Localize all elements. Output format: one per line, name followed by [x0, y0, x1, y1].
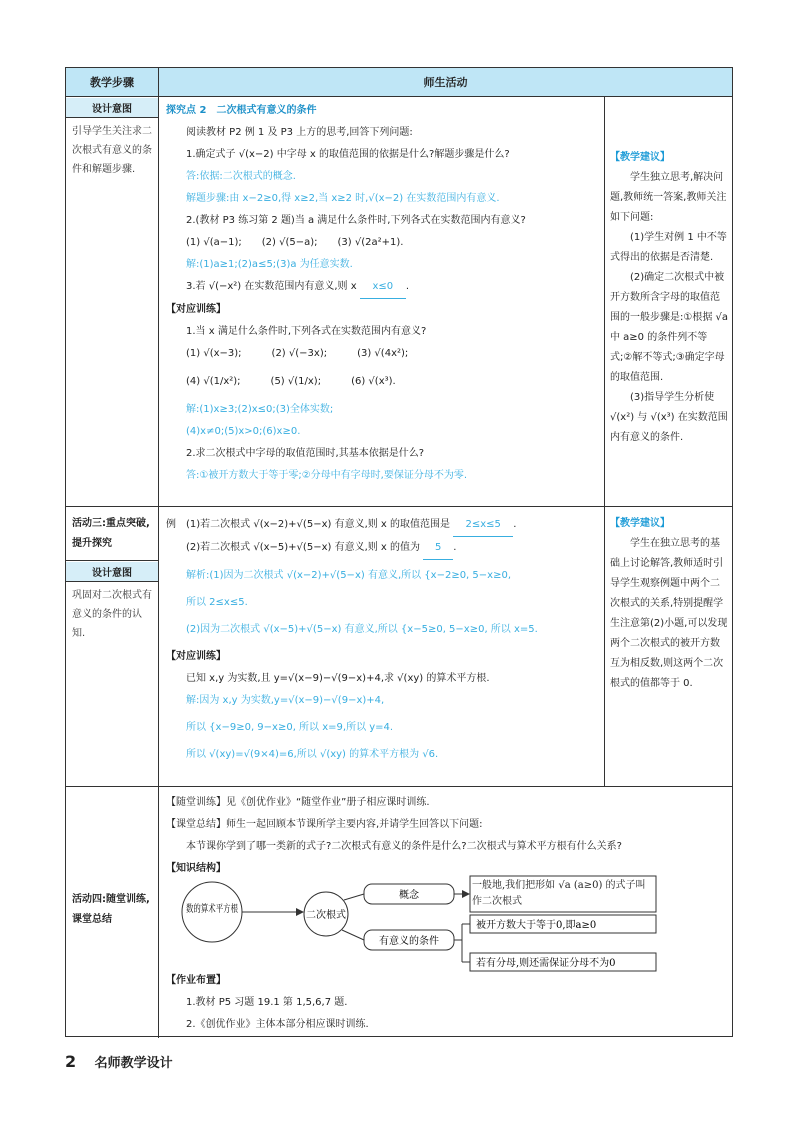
design-intent-head: 设计意图: [66, 98, 158, 118]
text-line: 本节课你学到了哪一类新的式子?二次根式有意义的条件是什么?二次根式与算术平方根有什么关系?: [186, 841, 622, 852]
section2-content: [166, 514, 601, 766]
activity-label: 活动四:随堂训练,课堂总结: [72, 894, 150, 925]
text-line: 1.确定式子 √(x−2) 中字母 x 的取值范围的依据是什么?解题步骤是什么?: [186, 149, 510, 160]
section-title: 探究点 2 二次根式有意义的条件: [166, 105, 317, 116]
text-line: 已知 x,y 为实数,且 y=√(x−9)−√(9−x)+4,求 √(xy) 的算术平方根.: [186, 673, 490, 684]
divider: [66, 506, 732, 507]
answer-blank: 2≤x≤5: [453, 514, 513, 537]
condition-1: 被开方数大于等于0,即a≥0: [476, 920, 597, 931]
footer-title: 名师教学设计: [94, 1056, 173, 1071]
text-line: (2)若二次根式 √(x−5)+√(5−x) 有意义,则 x 的值为 5 .: [166, 537, 601, 560]
answer-line: (2)因为二次根式 √(x−5)+√(5−x) 有意义,所以 {x−5≥0, 5−x≥0, 所以 x=5.: [186, 624, 538, 635]
answer-line: 解题步骤:由 x−2≥0,得 x≥2,当 x≥2 时,√(x−2) 在实数范围内有意义.: [186, 193, 500, 204]
page-number: 2: [65, 1052, 77, 1071]
tip-text: (1)学生对例 1 中不等式得出的依据是否清楚.: [610, 232, 727, 263]
tip-text: 学生在独立思考的基础上讨论解答,教师适时引导学生观察例题中两个二次根式的关系,特别提醒学生注意第(2)小题,可以发现两个二次根式的被开方数互为相反数,则这两个二次根式的值都等于 0.: [610, 538, 728, 689]
page-footer: [65, 1052, 173, 1071]
divider: [66, 786, 732, 787]
concept-definition: 一般地,我们把形如 √a (a≥0) 的式子叫作二次根式: [472, 880, 646, 907]
arrow: [296, 908, 304, 916]
answer-line: 解:(1)a≥1;(2)a≤5;(3)a 为任意实数.: [186, 259, 353, 270]
answer-line: 所以 2≤x≤5.: [186, 597, 248, 608]
design-intent-text: 引导学生关注求二次根式有意义的条件和解题步骤.: [72, 126, 152, 175]
connector: [342, 930, 364, 940]
answer-blank: 5: [423, 537, 453, 560]
question-text: (2)若二次根式 √(x−5)+√(5−x) 有意义,则 x 的值为: [186, 542, 421, 553]
answer-line: 解析:(1)因为二次根式 √(x−2)+√(5−x) 有意义,所以 {x−2≥0, 5−x≥0,: [186, 570, 511, 581]
subsection-title: 【对应训练】: [166, 651, 226, 662]
answer-blank: x≤0: [360, 276, 406, 299]
answer-line: (4)x≠0;(5)x>0;(6)x≥0.: [186, 426, 301, 437]
divider: [66, 560, 158, 561]
text-line: 2.(教材 P3 练习第 2 题)当 a 满足什么条件时,下列各式在实数范围内有意义?: [186, 215, 526, 226]
text-line: 2.《创优作业》主体本部分相应课时训练.: [186, 1019, 369, 1030]
subsection-title: 【作业布置】: [166, 975, 226, 986]
node-radical: 二次根式: [306, 910, 346, 921]
text-line: (4) √(1/x²); (5) √(1/x); (6) √(x³).: [186, 376, 396, 387]
subsection-title: 【对应训练】: [166, 304, 226, 315]
answer-line: 解:(1)x≥3;(2)x≤0;(3)全体实数;: [186, 404, 334, 415]
text-line: (1) √(a−1); (2) √(5−a); (3) √(2a²+1).: [186, 237, 404, 248]
header-step: 教学步骤: [66, 68, 158, 97]
divider: [158, 68, 159, 1038]
design-intent-head: 设计意图: [66, 562, 158, 582]
tip-text: (3)指导学生分析使 √(x²) 与 √(x³) 在实数范围内有意义的条件.: [610, 392, 728, 443]
divider: [604, 96, 605, 786]
design-intent-text: 巩固对二次根式有意义的条件的认知.: [72, 590, 152, 639]
text-line: 2.求二次根式中字母的取值范围时,其基本依据是什么?: [186, 448, 425, 459]
tip-title: 【教学建议】: [610, 518, 670, 529]
section1-content: [166, 100, 601, 487]
condition-2: 若有分母,则还需保证分母不为0: [476, 958, 616, 969]
text-line: 【课堂总结】师生一起回顾本节课所学主要内容,并请学生回答以下问题:: [166, 819, 483, 830]
teaching-tip-1: [610, 148, 728, 448]
question-text: 例 (1)若二次根式 √(x−2)+√(5−x) 有意义,则 x 的取值范围是: [166, 519, 451, 530]
subsection-title: 【知识结构】: [166, 863, 226, 874]
answer-line: 答:①被开方数大于等于零;②分母中有字母时,要保证分母不为零.: [186, 470, 468, 481]
tip-title: 【教学建议】: [610, 152, 670, 163]
answer-line: 解:因为 x,y 为实数,y=√(x−9)−√(9−x)+4,: [186, 695, 385, 706]
activity-label: 活动三:重点突破,提升探究: [72, 518, 150, 549]
node-sqrt: 数的算术平方根: [186, 904, 256, 915]
answer-line: 答:依据:二次根式的概念.: [186, 171, 296, 182]
text-line: 3.若 √(−x²) 在实数范围内有意义,则 x x≤0 .: [166, 276, 601, 299]
connector: [344, 894, 364, 900]
text-line: 阅读教材 P2 例 1 及 P3 上方的思考,回答下列问题:: [186, 127, 413, 138]
text-line: 【随堂训练】见《创优作业》“随堂作业”册子相应课时训练.: [166, 797, 430, 808]
section3-content: [166, 792, 731, 880]
text-line: 1.当 x 满足什么条件时,下列各式在实数范围内有意义?: [186, 326, 427, 337]
answer-line: 所以 √(xy)=√(9×4)=6,所以 √(xy) 的算术平方根为 √6.: [186, 749, 439, 760]
node-concept: 概念: [399, 890, 419, 901]
tip-text: 学生独立思考,解决问题,教师统一答案,教师关注如下问题:: [610, 172, 727, 223]
teaching-tip-2: [610, 514, 728, 694]
text-line: 1.教材 P5 习题 19.1 第 1,5,6,7 题.: [186, 997, 348, 1008]
tip-text: (2)确定二次根式中被开方数所含字母的取值范围的一般步骤是:①根据 √a 中 a≥0 的条件列不等式;②解不等式;③确定字母的取值范围.: [610, 272, 729, 383]
node-condition: 有意义的条件: [379, 936, 439, 947]
answer-line: 所以 {x−9≥0, 9−x≥0, 所以 x=9,所以 y=4.: [186, 722, 394, 733]
text-line: 例 (1)若二次根式 √(x−2)+√(5−x) 有意义,则 x 的取值范围是 2≤x≤5 .: [166, 514, 601, 537]
question-text: 3.若 √(−x²) 在实数范围内有意义,则 x: [186, 281, 357, 292]
header-activity: 师生活动: [159, 68, 732, 97]
arrow: [462, 890, 470, 898]
text-line: (1) √(x−3); (2) √(−3x); (3) √(4x²);: [186, 348, 409, 359]
concept-definition-box: [472, 878, 654, 912]
knowledge-structure-diagram: [176, 870, 666, 980]
